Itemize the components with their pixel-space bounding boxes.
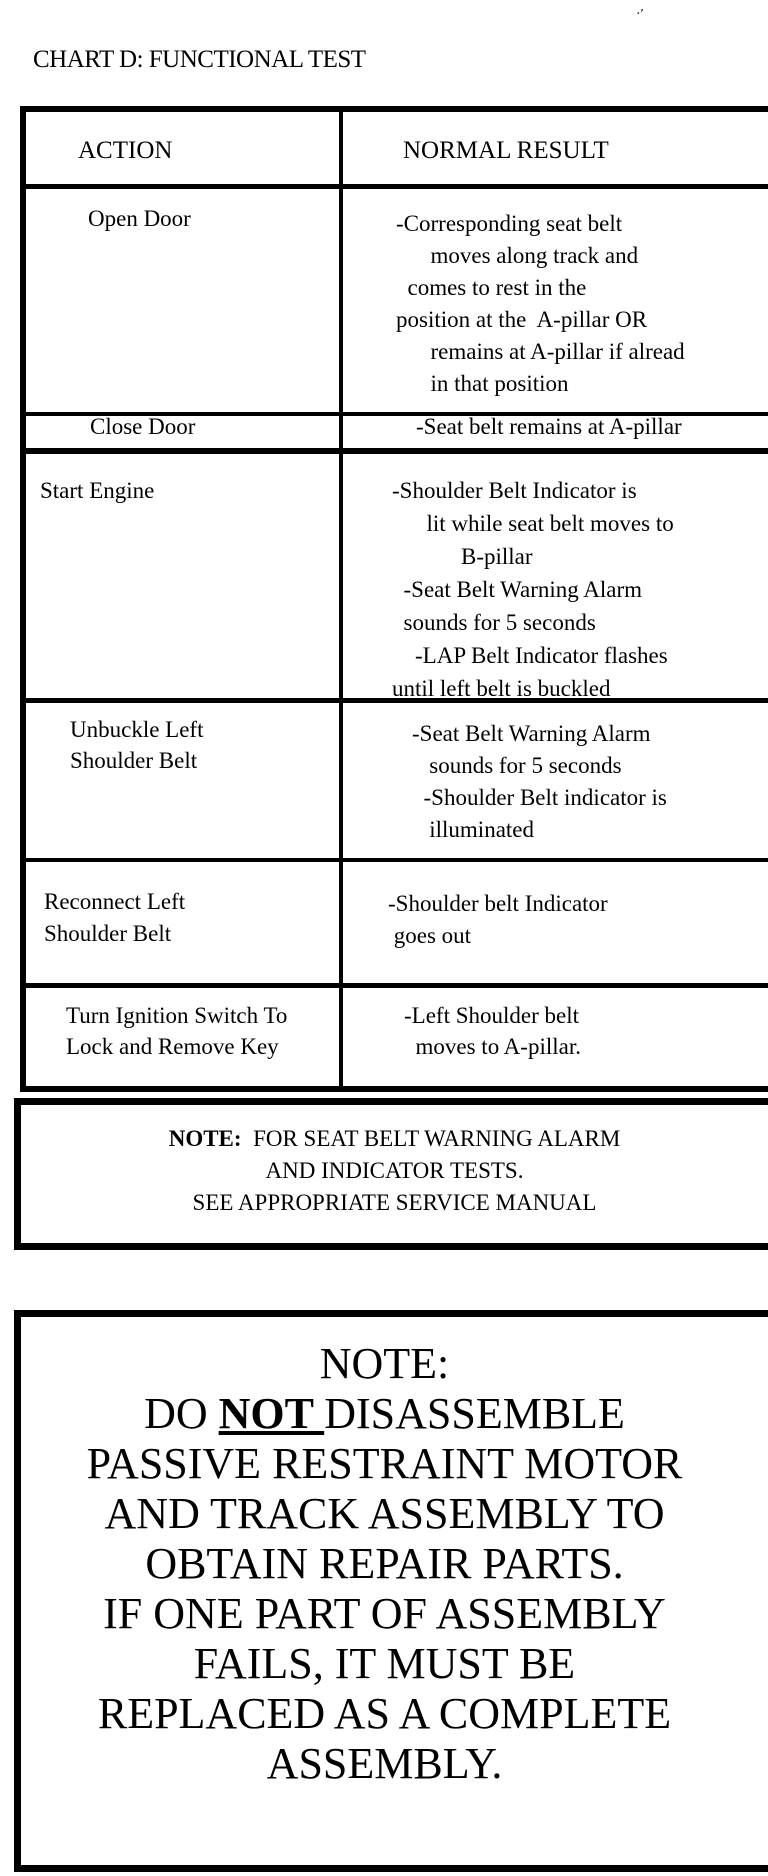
- row-6-result: -Left Shoulder belt moves to A-pillar.: [398, 1000, 581, 1062]
- seat-belt-alarm-note: [14, 1098, 768, 1250]
- row-divider: [26, 448, 768, 454]
- seat-belt-alarm-note-line-2: AND INDICATOR TESTS.: [265, 1158, 524, 1183]
- row-2-action: Close Door: [90, 414, 196, 439]
- seat-belt-alarm-note-line-1: [21, 1123, 768, 1155]
- seat-belt-alarm-note-line-3: SEE APPROPRIATE SERVICE MANUAL: [192, 1190, 597, 1215]
- warning-line-2-end: DISASSEMBLE: [324, 1389, 625, 1438]
- row-2-result: -Seat belt remains at A-pillar: [416, 414, 682, 439]
- header-action: ACTION: [78, 137, 173, 164]
- note-label: NOTE:: [168, 1126, 242, 1151]
- warning-line-2-start: DO: [144, 1389, 219, 1438]
- disassembly-warning-note: [14, 1310, 768, 1872]
- row-divider: [26, 983, 768, 988]
- functional-test-table: [20, 106, 768, 1092]
- chart-title: CHART D: FUNCTIONAL TEST: [33, 46, 366, 73]
- row-5-action: Reconnect Left Shoulder Belt: [44, 889, 186, 946]
- row-divider: [26, 184, 768, 189]
- warning-line-9: ASSEMBLY.: [266, 1739, 503, 1788]
- row-6-action: Turn Ignition Switch To Lock and Remove Key: [66, 1003, 288, 1059]
- warning-line-1: NOTE:: [319, 1339, 450, 1388]
- warning-line-2: [21, 1389, 748, 1439]
- row-1-action: Open Door: [88, 206, 191, 231]
- column-divider: [339, 112, 343, 1086]
- row-3-result: -Shoulder Belt Indicator is lit while seat belt moves to B-pillar -Seat Belt Warning Alarm sounds for 5 seconds -LAP Belt Indicator flashes until left belt is buckled: [392, 478, 674, 701]
- note-line-1-text: FOR SEAT BELT WARNING ALARM: [253, 1126, 621, 1151]
- warning-line-3: PASSIVE RESTRAINT MOTOR: [86, 1439, 683, 1488]
- warning-line-5: OBTAIN REPAIR PARTS.: [145, 1539, 624, 1588]
- warning-line-8: REPLACED AS A COMPLETE: [97, 1689, 672, 1738]
- warning-line-4: AND TRACK ASSEMBLY TO: [104, 1489, 665, 1538]
- scan-speck: ·′: [636, 7, 644, 22]
- row-divider: [26, 858, 768, 862]
- warning-line-6: IF ONE PART OF ASSEMBLY: [103, 1589, 666, 1638]
- row-1-result: -Corresponding seat belt moves along track and comes to rest in the position at the A-pillar OR remains at A-pillar if alread in that position: [396, 211, 685, 396]
- warning-emphasis-not: NOT: [218, 1389, 325, 1438]
- row-4-action: Unbuckle Left Shoulder Belt: [70, 717, 204, 773]
- header-normal-result: NORMAL RESULT: [403, 137, 609, 164]
- warning-line-7: FAILS, IT MUST BE: [193, 1639, 576, 1688]
- row-5-result: -Shoulder belt Indicator goes out: [388, 891, 608, 948]
- row-3-action: Start Engine: [40, 478, 155, 503]
- row-4-result: -Seat Belt Warning Alarm sounds for 5 seconds -Shoulder Belt indicator is illuminated: [412, 721, 667, 842]
